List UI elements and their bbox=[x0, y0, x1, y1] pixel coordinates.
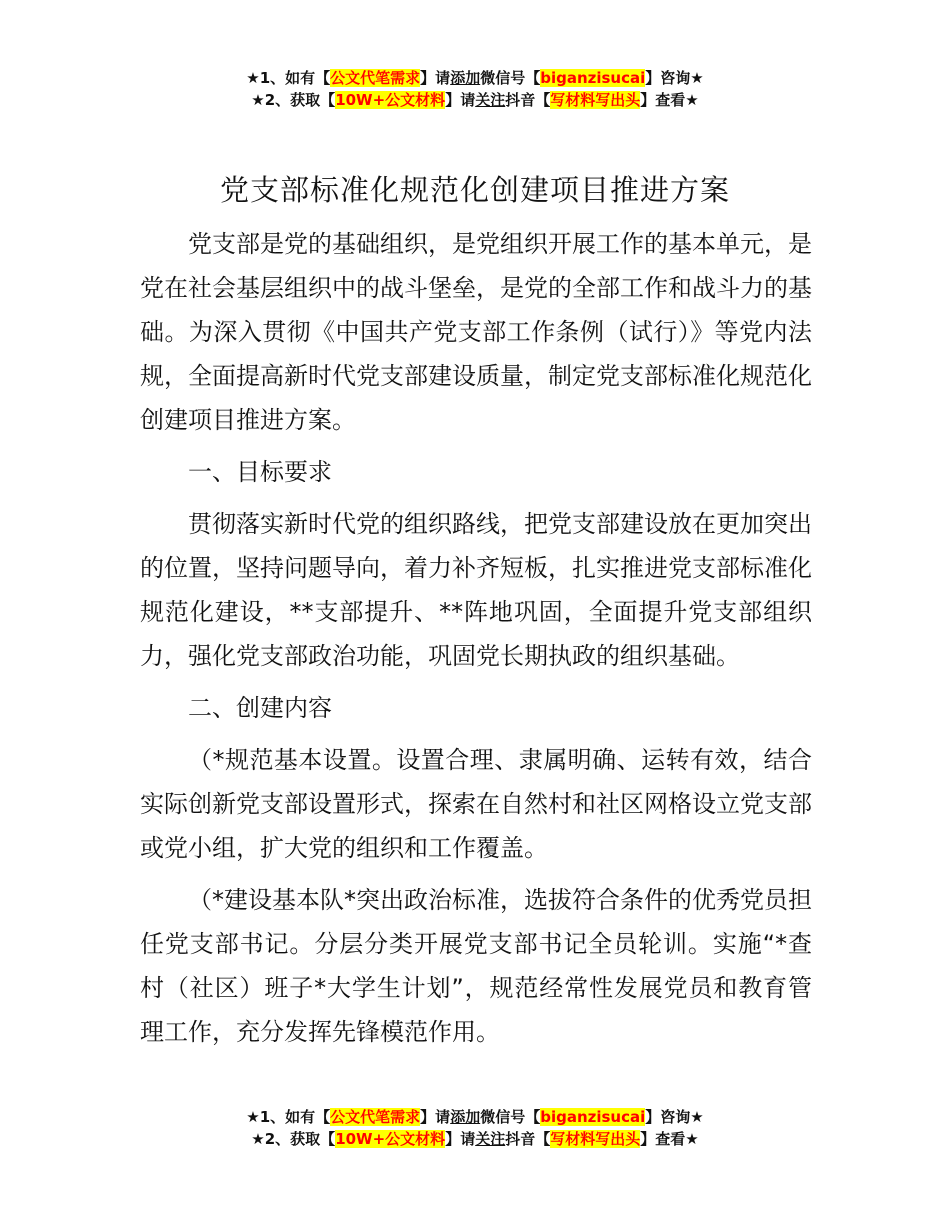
banner-text: ★1、如有【 bbox=[246, 1108, 331, 1126]
paragraph-team: （*建设基本队*突出政治标准，选拔符合条件的优秀党员担任党支部书记。分层分类开展党支部书记全员轮训。实施“*查村（社区）班子*大学生计划”，规范经常性发展党员和教育管理工作，充分发挥先锋模范作用。 bbox=[140, 886, 812, 1046]
paragraph-goals: 贯彻落实新时代党的组织路线，把党支部建设放在更加突出的位置，坚持问题导向，着力补齐短板，扎实推进党支部标准化规范化建设，**支部提升、**阵地巩固，全面提升党支部组织力，强化党支部政治功能，巩固党长期执政的组织基础。 bbox=[140, 510, 812, 670]
banner-text: 】请 bbox=[445, 1130, 476, 1148]
banner-text: 抖音【 bbox=[505, 1130, 551, 1148]
banner-highlight: 公文代笔需求 bbox=[330, 69, 421, 87]
banner-line-1 bbox=[0, 67, 950, 89]
banner-text: 微信号【 bbox=[480, 1108, 541, 1126]
banner-text: ★2、获取【 bbox=[251, 91, 336, 109]
banner-text: 抖音【 bbox=[505, 91, 551, 109]
banner-text: 】查看★ bbox=[640, 91, 699, 109]
banner-text: 】查看★ bbox=[640, 1130, 699, 1148]
document-body bbox=[140, 222, 812, 1062]
paragraph-setup: （*规范基本设置。设置合理、隶属明确、运转有效，结合实际创新党支部设置形式，探索在自然村和社区网格设立党支部或党小组，扩大党的组织和工作覆盖。 bbox=[140, 746, 812, 862]
footer-banner bbox=[0, 1106, 950, 1150]
banner-text: ★1、如有【 bbox=[246, 69, 331, 87]
banner-text: 】咨询★ bbox=[645, 69, 704, 87]
banner-line-1 bbox=[0, 1106, 950, 1128]
banner-underlined: 添加 bbox=[450, 1108, 481, 1126]
banner-text: 】请 bbox=[420, 1108, 451, 1126]
banner-highlight: 10W+公文材料 bbox=[335, 1130, 446, 1148]
banner-text: ★2、获取【 bbox=[251, 1130, 336, 1148]
banner-text: 】咨询★ bbox=[645, 1108, 704, 1126]
banner-line-2 bbox=[0, 1128, 950, 1150]
section-heading-content: 二、创建内容 bbox=[188, 694, 332, 722]
banner-highlight: 写材料写出头 bbox=[550, 91, 641, 109]
banner-highlight: 公文代笔需求 bbox=[330, 1108, 421, 1126]
banner-underlined: 关注 bbox=[475, 91, 506, 109]
paragraph-intro: 党支部是党的基础组织，是党组织开展工作的基本单元，是党在社会基层组织中的战斗堡垒，是党的全部工作和战斗力的基础。为深入贯彻《中国共产党支部工作条例（试行）》等党内法规，全面提高新时代党支部建设质量，制定党支部标准化规范化创建项目推进方案。 bbox=[140, 230, 812, 434]
section-heading-goals: 一、目标要求 bbox=[188, 458, 332, 486]
banner-underlined: 添加 bbox=[450, 69, 481, 87]
header-banner bbox=[0, 67, 950, 111]
banner-highlight: biganzisucai bbox=[540, 69, 646, 87]
banner-text: 】请 bbox=[445, 91, 476, 109]
banner-highlight: 10W+公文材料 bbox=[335, 91, 446, 109]
banner-underlined: 关注 bbox=[475, 1130, 506, 1148]
banner-highlight: biganzisucai bbox=[540, 1108, 646, 1126]
banner-line-2 bbox=[0, 89, 950, 111]
banner-text: 】请 bbox=[420, 69, 451, 87]
document-title: 党支部标准化规范化创建项目推进方案 bbox=[219, 173, 730, 207]
banner-highlight: 写材料写出头 bbox=[550, 1130, 641, 1148]
banner-text: 微信号【 bbox=[480, 69, 541, 87]
